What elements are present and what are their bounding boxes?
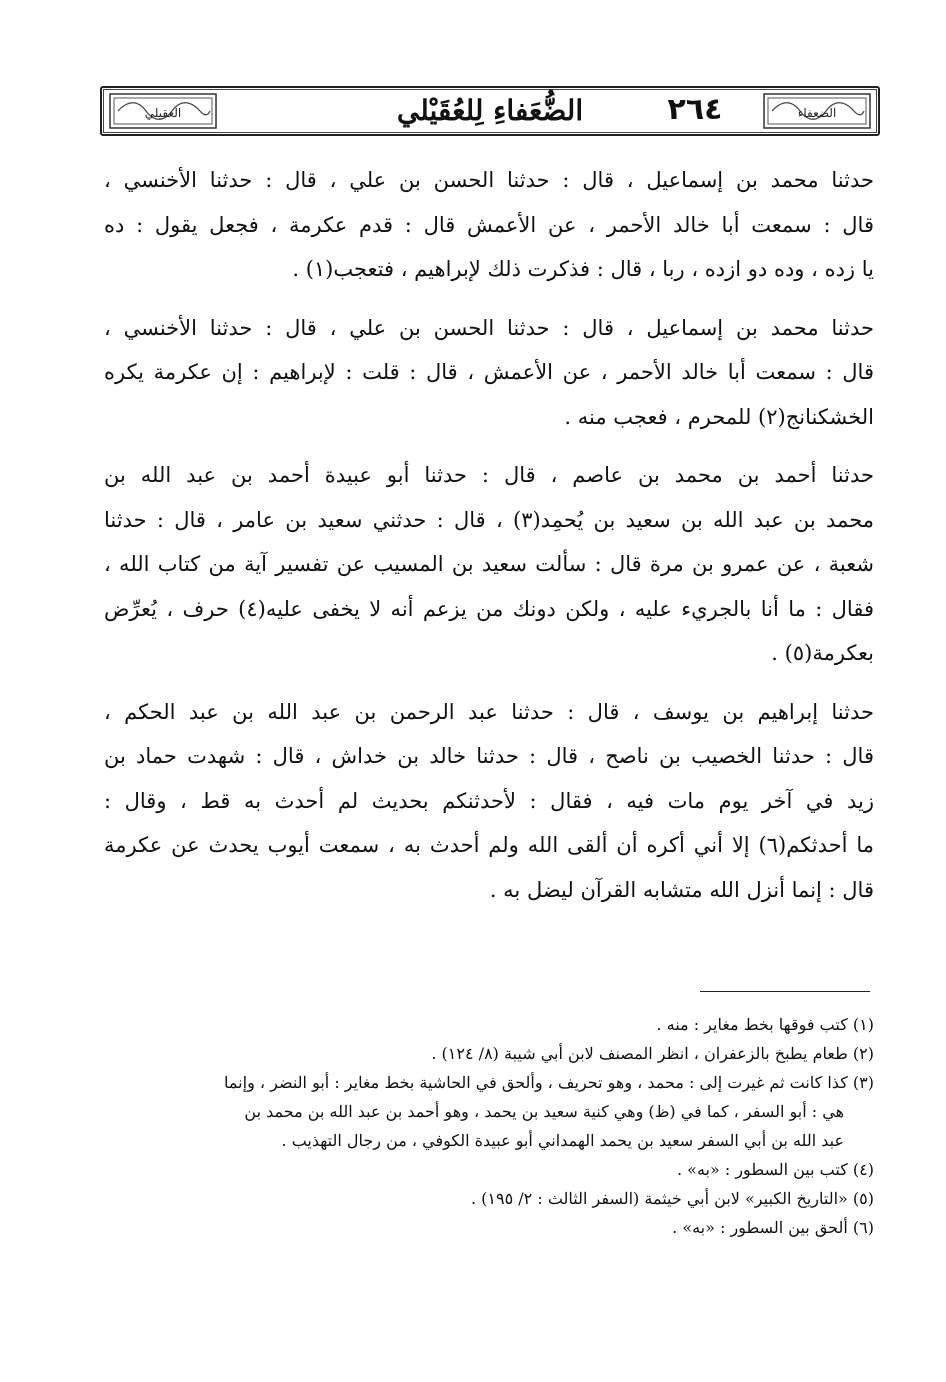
left-ornament-text: العقيلي (144, 106, 182, 120)
text-line: حدثنا أحمد بن محمد بن عاصم ، قال : حدثنا أبو عبيدة أحمد بن عبد الله بن (104, 463, 874, 487)
text-line: بعكرمة(٥) . (771, 641, 874, 665)
footnote-line: (٤) كتب بين السطور : «به» . (676, 1160, 874, 1179)
text-line: محمد بن عبد الله بن سعيد بن يُحمِد(٣) ، قال : حدثني سعيد بن عامر ، قال : حدثنا (104, 507, 874, 532)
text-line: حدثنا إبراهيم بن يوسف ، قال : حدثنا عبد الرحمن بن عبد الله بن عبد الحكم ، (104, 699, 874, 724)
paragraph (104, 306, 874, 440)
text-line: حدثنا محمد بن إسماعيل ، قال : حدثنا الحسن بن علي ، قال : حدثنا الأخنسي ، (104, 315, 874, 340)
text-line: قال : إنما أنزل الله متشابه القرآن ليضل به . (489, 877, 874, 902)
footnote-line: عبد الله بن أبي السفر سعيد بن يحمد الهمداني أبو عبيدة الكوفي ، من رجال التهذيب . (281, 1131, 844, 1150)
paragraph (104, 453, 874, 676)
text-line: حدثنا محمد بن إسماعيل ، قال : حدثنا الحسن بن علي ، قال : حدثنا الأخنسي ، (104, 168, 874, 192)
page-number: ٢٦٤ (667, 92, 723, 127)
text-line: زيد في آخر يوم مات فيه ، فقال : لأحدثنكم بحديث لم أحدث به قط ، وقال : (104, 788, 874, 813)
text-line: يا زده ، وده دو ازده ، ربا ، قال : فذكرت ذلك لإبراهيم ، فتعجب(١) . (292, 257, 874, 281)
text-line: ما أحدثكم(٦) إلا أني أكره أن ألقى الله ولم أحدث به ، سمعت أيوب يحدث عن عكرمة (104, 833, 874, 857)
page-header (100, 86, 880, 136)
footnote-line: (٥) «التاريخ الكبير» لابن أبي خيثمة (السفر الثالث : ٢/ ١٩٥) . (470, 1189, 874, 1208)
left-ornament (108, 92, 218, 130)
text-line: شعبة ، عن عمرو بن مرة قال : سألت سعيد بن المسيب عن تفسير آية من كتاب الله ، (104, 552, 874, 576)
text-line: الخشكنانج(٢) للمحرم ، فعجب منه . (564, 404, 874, 429)
paragraph (104, 158, 874, 292)
paragraph (104, 690, 874, 913)
footnote-line: (٢) طعام يطبخ بالزعفران ، انظر المصنف لابن أبي شيبة (٨/ ١٢٤) . (431, 1044, 874, 1063)
text-line: قال : سمعت أبا خالد الأحمر ، عن الأعمش ، قال : قلت : لإبراهيم : إن عكرمة يكره (104, 360, 874, 384)
running-title: الضُّعَفاءِ لِلعُقَيْلي (396, 94, 584, 127)
footnote-line: هي : أبو السفر ، كما في (ظ) وهي كنية سعيد بن يحمد ، وهو أحمد بن عبد الله بن محمد بن (244, 1102, 844, 1121)
main-text (104, 158, 874, 926)
footnote-line: (٦) ألحق بين السطور : «به» . (672, 1218, 874, 1237)
text-line: قال : حدثنا الخصيب بن ناصح ، قال : حدثنا خالد بن خداش ، قال : شهدت حماد بن (104, 744, 874, 768)
footnote-line: (١) كتب فوقها بخط مغاير : منه . (656, 1015, 874, 1034)
text-line: فقال : ما أنا بالجريء عليه ، ولكن دونك من يزعم أنه لا يخفى عليه(٤) حرف ، يُعرِّض (104, 596, 874, 621)
right-ornament-text: الضعفاء (797, 106, 837, 120)
footnote-line: (٣) كذا كانت ثم غيرت إلى : محمد ، وهو تحريف ، وألحق في الحاشية بخط مغاير : أبو النضر ، وإنما (224, 1073, 874, 1092)
right-ornament (762, 92, 872, 130)
footnote-separator (700, 991, 870, 992)
footnotes (104, 1010, 874, 1242)
text-line: قال : سمعت أبا خالد الأحمر ، عن الأعمش قال : قدم عكرمة ، فجعل يقول : ده (104, 212, 874, 237)
